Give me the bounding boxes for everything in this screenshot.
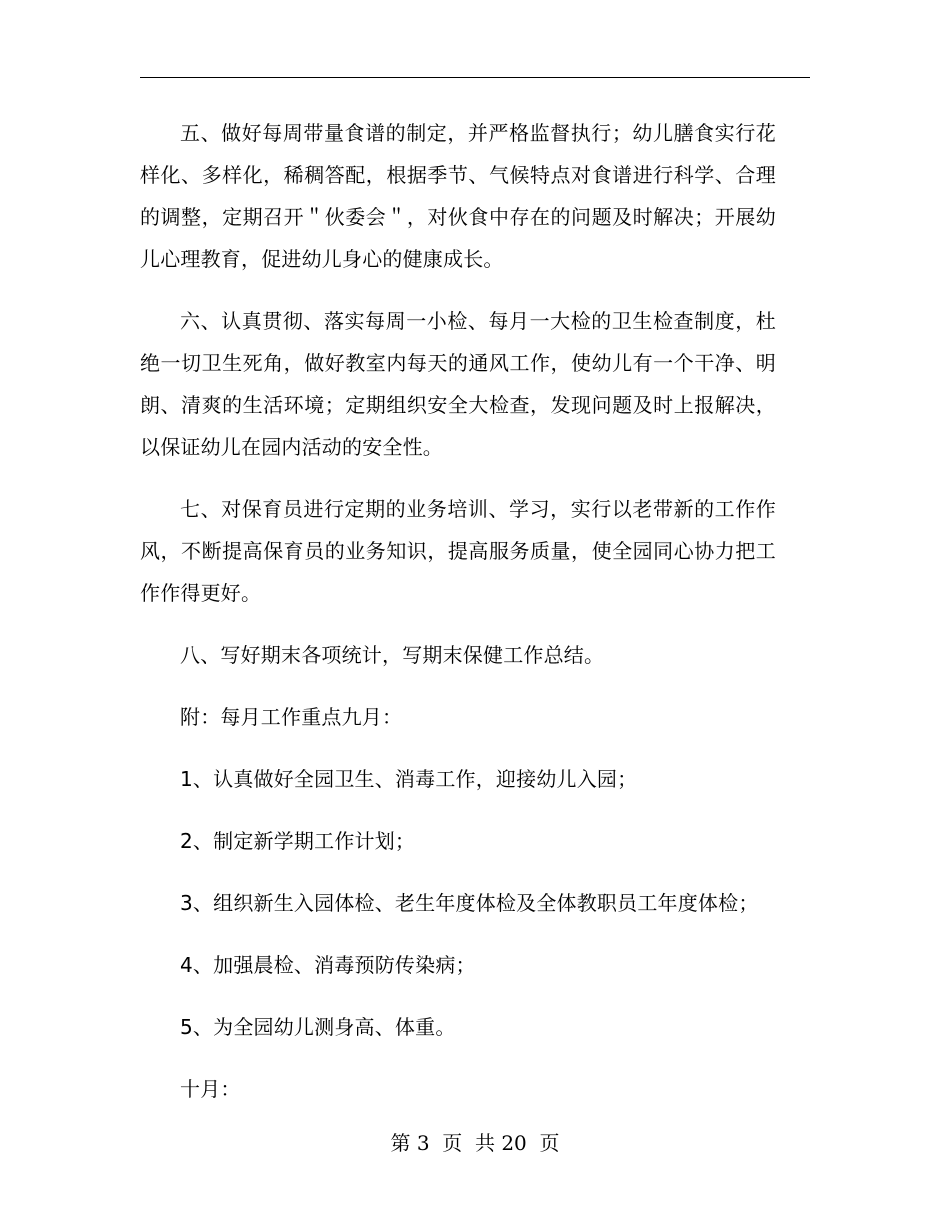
page-footer: 第 3 页 共 20 页 <box>390 1131 560 1155</box>
header-rule <box>140 77 810 78</box>
list-item: 1、认真做好全园卫生、消毒工作，迎接幼儿入园； <box>180 767 638 791</box>
list-item: 4、加强晨检、消毒预防传染病； <box>180 953 476 977</box>
appendix-heading: 附：每月工作重点九月： <box>180 705 403 729</box>
list-item: 5、为全园幼儿测身高、体重。 <box>180 1015 456 1039</box>
list-item: 3、组织新生入园体检、老生年度体检及全体教职员工年度体检； <box>180 891 759 915</box>
paragraph-eight: 八、写好期末各项统计，写期末保健工作总结。 <box>180 643 605 667</box>
document-body <box>140 112 776 1110</box>
paragraph-five: 五、做好每周带量食谱的制定，并严格监督执行；幼儿膳食实行花样化、多样化，稀稠答配，根据季节、气候特点对食谱进行科学、合理的调整，定期召开＂伙委会＂，对伙食中存在的问题及时解决；开展幼儿心理教育，促进幼儿身心的健康成长。 <box>140 121 776 271</box>
month-heading-october: 十月： <box>180 1077 241 1101</box>
paragraph-six: 六、认真贯彻、落实每周一小检、每月一大检的卫生检查制度，杜绝一切卫生死角，做好教室内每天的通风工作，使幼儿有一个干净、明朗、清爽的生活环境；定期组织安全大检查，发现问题及时上报解决，以保证幼儿在园内活动的安全性。 <box>140 309 776 459</box>
paragraph-seven: 七、对保育员进行定期的业务培训、学习，实行以老带新的工作作风，不断提高保育员的业务知识，提高服务质量，使全园同心协力把工作作得更好。 <box>140 497 776 605</box>
list-item: 2、制定新学期工作计划； <box>180 829 416 853</box>
